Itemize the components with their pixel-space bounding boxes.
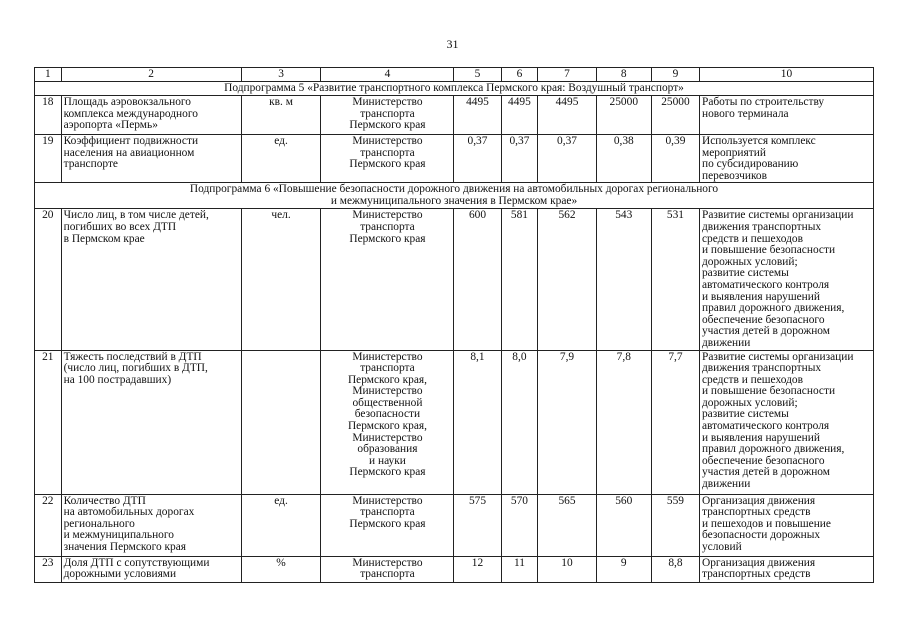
value-col9: 559 xyxy=(651,494,699,556)
value-col5: 0,37 xyxy=(454,135,501,183)
value-col6: 4495 xyxy=(501,96,538,135)
row-number: 23 xyxy=(35,556,62,582)
unit: ед. xyxy=(241,135,321,183)
responsible: Министерство транспорта Пермского края xyxy=(321,135,454,183)
value-col7: 0,37 xyxy=(538,135,596,183)
indicator-name: Количество ДТП на автомобильных дорогах регионального и межмуниципального значения Пермского края xyxy=(61,494,241,556)
value-col5: 8,1 xyxy=(454,350,501,494)
value-col8: 543 xyxy=(596,209,651,350)
value-col7: 4495 xyxy=(538,96,596,135)
value-col8: 0,38 xyxy=(596,135,651,183)
column-number: 7 xyxy=(538,68,596,82)
note: Развитие системы организации движения транспортных средств и пешеходов и повышение безопасности дорожных условий; развитие системы автоматического контроля и выявления нарушений правил дорожного движения, обеспечение безопасного участия детей в дорожном движении xyxy=(699,209,873,350)
responsible: Министерство транспорта Пермского края xyxy=(321,96,454,135)
value-col6: 570 xyxy=(501,494,538,556)
unit: чел. xyxy=(241,209,321,350)
subprogram-heading-row xyxy=(35,82,874,96)
column-number: 6 xyxy=(501,68,538,82)
page-number: 31 xyxy=(446,37,459,51)
unit: % xyxy=(241,556,321,582)
indicator-name: Тяжесть последствий в ДТП (число лиц, погибших в ДТП, на 100 пострадавших) xyxy=(61,350,241,494)
indicator-name: Коэффициент подвижности населения на авиационном транспорте xyxy=(61,135,241,183)
subprogram-heading-row xyxy=(35,183,874,209)
responsible: Министерство транспорта xyxy=(321,556,454,582)
row-number: 21 xyxy=(35,350,62,494)
column-number: 2 xyxy=(61,68,241,82)
unit: кв. м xyxy=(241,96,321,135)
indicator-name: Число лиц, в том числе детей, погибших во всех ДТП в Пермском крае xyxy=(61,209,241,350)
note: Работы по строительству нового терминала xyxy=(699,96,873,135)
table-row xyxy=(35,494,874,556)
value-col9: 8,8 xyxy=(651,556,699,582)
subprogram-5-title: Подпрограмма 5 «Развитие транспортного комплекса Пермского края: Воздушный транспорт» xyxy=(35,82,874,96)
value-col6: 581 xyxy=(501,209,538,350)
value-col9: 531 xyxy=(651,209,699,350)
column-number: 8 xyxy=(596,68,651,82)
subprogram-6-title: Подпрограмма 6 «Повышение безопасности дорожного движения на автомобильных дорогах регионального и межмуниципального значения в Пермском крае» xyxy=(35,183,874,209)
value-col7: 562 xyxy=(538,209,596,350)
table-row xyxy=(35,209,874,350)
note: Используется комплекс мероприятий по субсидированию перевозчиков xyxy=(699,135,873,183)
column-number: 3 xyxy=(241,68,321,82)
value-col8: 9 xyxy=(596,556,651,582)
value-col5: 4495 xyxy=(454,96,501,135)
table-row xyxy=(35,135,874,183)
column-number: 5 xyxy=(454,68,501,82)
value-col7: 565 xyxy=(538,494,596,556)
table-row xyxy=(35,350,874,494)
row-number: 20 xyxy=(35,209,62,350)
note: Организация движения транспортных средств и пешеходов и повышение безопасности дорожных условий xyxy=(699,494,873,556)
row-number: 18 xyxy=(35,96,62,135)
note: Организация движения транспортных средств xyxy=(699,556,873,582)
value-col9: 25000 xyxy=(651,96,699,135)
column-number: 4 xyxy=(321,68,454,82)
column-number: 10 xyxy=(699,68,873,82)
value-col6: 0,37 xyxy=(501,135,538,183)
row-number: 19 xyxy=(35,135,62,183)
column-number-row xyxy=(35,68,874,82)
value-col8: 560 xyxy=(596,494,651,556)
value-col5: 600 xyxy=(454,209,501,350)
value-col7: 7,9 xyxy=(538,350,596,494)
value-col8: 25000 xyxy=(596,96,651,135)
table-row xyxy=(35,556,874,582)
indicators-table xyxy=(34,67,874,583)
value-col7: 10 xyxy=(538,556,596,582)
value-col5: 12 xyxy=(454,556,501,582)
responsible: Министерство транспорта Пермского края, Министерство общественной безопасности Пермского края, Министерство образования и науки Пермского края xyxy=(321,350,454,494)
value-col9: 0,39 xyxy=(651,135,699,183)
value-col9: 7,7 xyxy=(651,350,699,494)
column-number: 1 xyxy=(35,68,62,82)
row-number: 22 xyxy=(35,494,62,556)
note: Развитие системы организации движения транспортных средств и пешеходов и повышение безопасности дорожных условий; развитие системы автоматического контроля и выявления нарушений правил дорожного движения, обеспечение безопасного участия детей в дорожном движении xyxy=(699,350,873,494)
unit xyxy=(241,350,321,494)
value-col6: 8,0 xyxy=(501,350,538,494)
responsible: Министерство транспорта Пермского края xyxy=(321,494,454,556)
value-col6: 11 xyxy=(501,556,538,582)
unit: ед. xyxy=(241,494,321,556)
table-row xyxy=(35,96,874,135)
value-col5: 575 xyxy=(454,494,501,556)
indicator-name: Доля ДТП с сопутствующими дорожными условиями xyxy=(61,556,241,582)
responsible: Министерство транспорта Пермского края xyxy=(321,209,454,350)
value-col8: 7,8 xyxy=(596,350,651,494)
indicator-name: Площадь аэровокзального комплекса международного аэропорта «Пермь» xyxy=(61,96,241,135)
column-number: 9 xyxy=(651,68,699,82)
